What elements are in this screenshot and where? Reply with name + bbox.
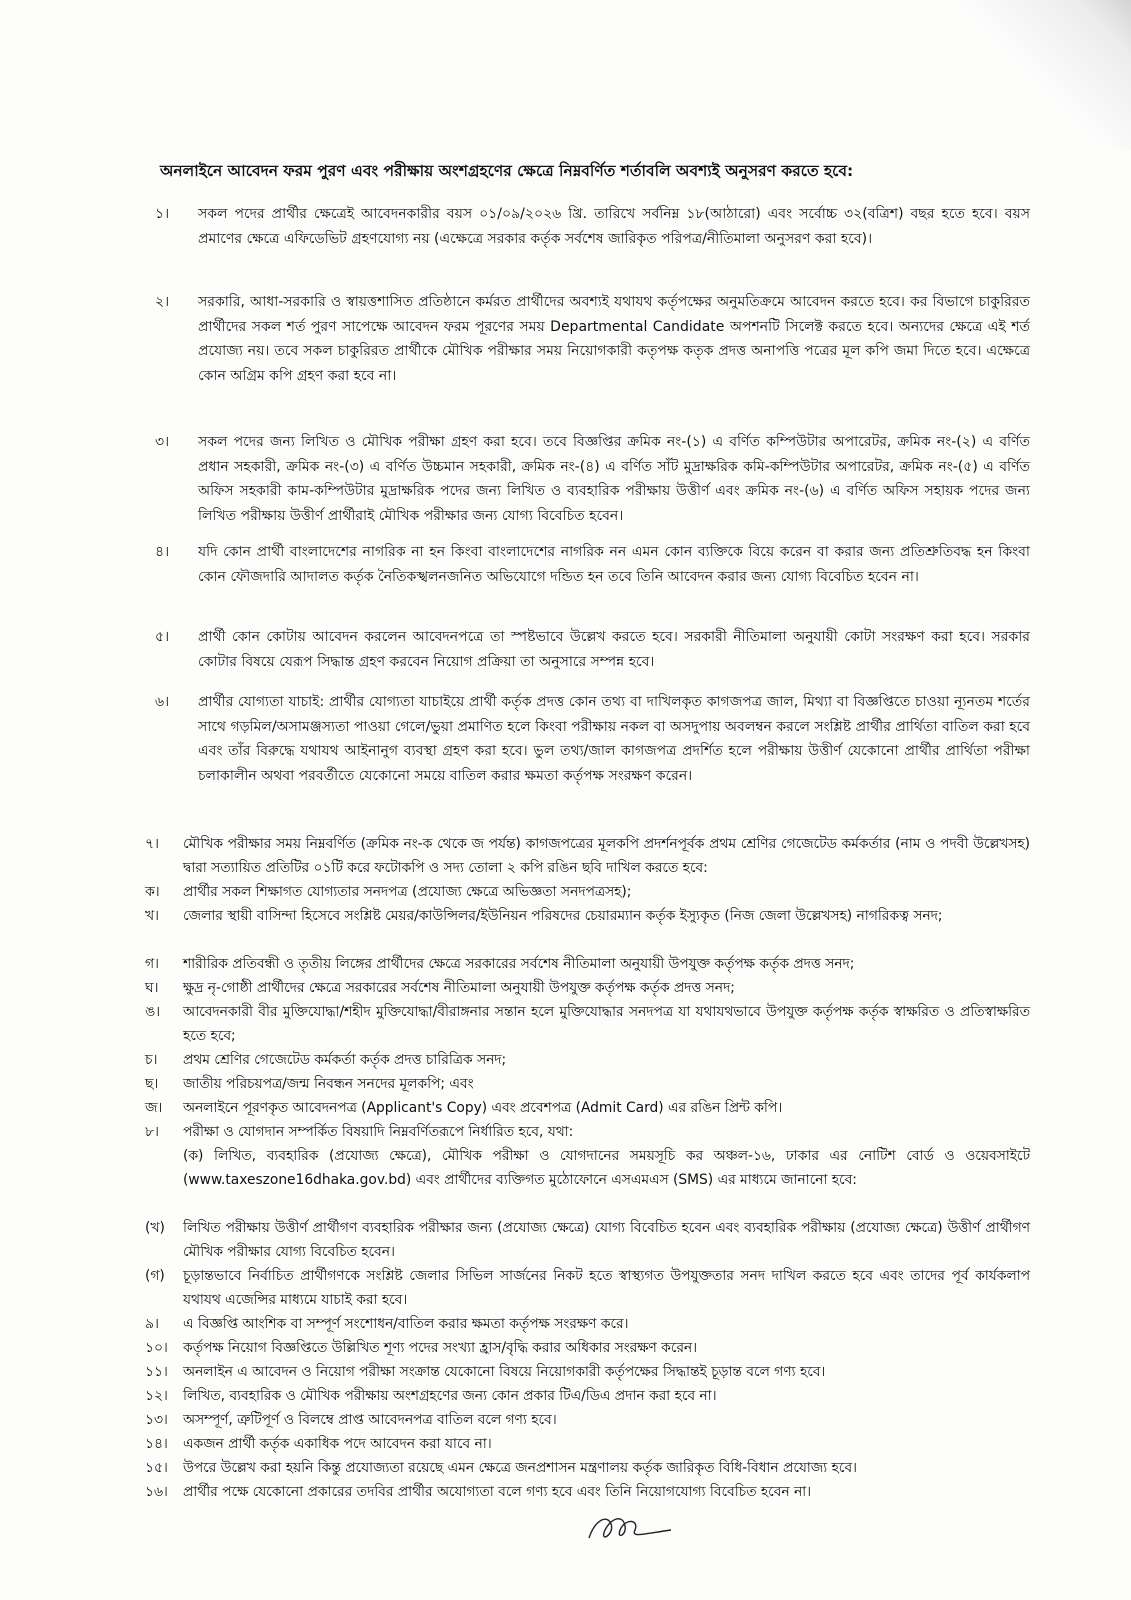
sub-item-ga [145, 952, 1030, 976]
item-text: প্রার্থীর পক্ষে যেকোনো প্রকারের তদবির প্রার্থীর অযোগ্যতা বলে গণ্য হবে এবং তিনি নিয়োগযোগ্য বিবেচিত হবেন না। [183, 1484, 812, 1500]
item-text: কর্তৃপক্ষ নিয়োগ বিজ্ঞপ্তিতে উল্লিখিত শূণ্য পদের সংখ্যা হ্রাস/বৃদ্ধি করার অধিকার সংরক্ষণ করেন। [183, 1340, 698, 1356]
sub-item-number: চ। [145, 1052, 158, 1068]
item-8-sub-ga [145, 1264, 1030, 1312]
sub-item-text: (ক) লিখিত, ব্যবহারিক (প্রযোজ্য ক্ষেত্রে), মৌখিক পরীক্ষা ও যোগদানের সময়সূচি কর অঞ্চল-১৬, ঢাকার এর নোটিশ বোর্ড ও ওয়েবসাইটে (www.taxeszone16dhaka.gov.bd) এবং প্রার্থীদের ব্যক্তিগত মুঠোফোনে এসএমএস (SMS) এর মাধ্যমে জানানো হবে: [183, 1148, 1030, 1188]
item-3 [155, 430, 1030, 528]
sub-item-number: জ। [145, 1100, 163, 1116]
sub-item-text: জেলার স্থায়ী বাসিন্দা হিসেবে সংশ্লিষ্ট মেয়র/কাউন্সিলর/ইউনিয়ন পরিষদের চেয়ারম্যান কর্তৃক ইস্যুকৃত (নিজ জেলা উল্লেখসহ) নাগরিকত্ব সনদ; [183, 908, 943, 924]
item-number: ২। [155, 294, 170, 310]
item-text: অনলাইন এ আবেদন ও নিয়োগ পরীক্ষা সংক্রান্ত যেকোনো বিষয়ে নিয়োগকারী কর্তৃপক্ষের সিদ্ধান্তই চূড়ান্ত বলে গণ্য হবে। [183, 1364, 826, 1380]
item-text: উপরে উল্লেখ করা হয়নি কিন্তু প্রযোজ্যতা রয়েছে এমন ক্ষেত্রে জনপ্রশাসন মন্ত্রণালয় কর্তৃক জারিকৃত বিধি-বিধান প্রযোজ্য হবে। [183, 1460, 857, 1476]
sub-item-number: ছ। [145, 1076, 159, 1092]
item-15 [145, 1456, 1030, 1480]
item-6 [155, 690, 1030, 788]
item-number: ১৪। [145, 1436, 168, 1452]
item-8-sub-ka [183, 1144, 1030, 1192]
item-text: সকল পদের প্রার্থীর ক্ষেত্রেই আবেদনকারীর বয়স ০১/০৯/২০২৬ খ্রি. তারিখে সর্বনিম্ন ১৮(আঠারো) এবং সর্বোচ্চ ৩২(বত্রিশ) বছর হতে হবে। বয়স প্রমাণের ক্ষেত্রে এফিডেভিট গ্রহণযোগ্য নয় (এক্ষেত্রে সরকার কর্তৃক সর্বশেষ জারিকৃত পরিপত্র/নীতিমালা অনুসরণ করা হবে)। [198, 206, 1030, 247]
sub-item-gha [145, 976, 1030, 1000]
sub-item-kha [145, 904, 1030, 928]
sub-item-chha [145, 1072, 1030, 1096]
item-number: ১৬। [145, 1484, 168, 1500]
sub-item-cha [145, 1048, 1030, 1072]
item-12 [145, 1384, 1030, 1408]
item-text: যদি কোন প্রার্থী বাংলাদেশের নাগরিক না হন কিংবা বাংলাদেশের নাগরিক নন এমন কোন ব্যক্তিকে বিয়ে করেন বা করার জন্য প্রতিশ্রুতিবদ্ধ হন কিংবা কোন ফৌজদারি আদালত কর্তৃক নৈতিকস্খলনজনিত অভিযোগে দন্ডিত হন তবে তিনি আবেদন করার জন্য যোগ্য বিবেচিত হবেন না। [198, 544, 1030, 585]
item-text: সকল পদের জন্য লিখিত ও মৌখিক পরীক্ষা গ্রহণ করা হবে। তবে বিজ্ঞপ্তির ক্রমিক নং-(১) এ বর্ণিত কম্পিউটার অপারেটর, ক্রমিক নং-(২) এ বর্ণিত প্রধান সহকারী, ক্রমিক নং-(৩) এ বর্ণিত উচ্চমান সহকারী, ক্রমিক নং-(৪) এ বর্ণিত সাঁট মুদ্রাক্ষরিক কমি-কম্পিউটার অপারেটর, ক্রমিক নং-(৫) এ বর্ণিত অফিস সহকারী কাম-কম্পিউটার মুদ্রাক্ষরিক পদের জন্য লিখিত ও ব্যবহারিক পরীক্ষায় উত্তীর্ণ এবং ক্রমিক নং-(৬) এ বর্ণিত অফিস সহায়ক পদের জন্য লিখিত পরীক্ষায় উত্তীর্ণ প্রার্থীরাই মৌখিক পরীক্ষার জন্য যোগ্য বিবেচিত হবেন। [198, 434, 1030, 524]
item-number: ১৫। [145, 1460, 168, 1476]
item-7 [145, 832, 1030, 880]
item-text: পরীক্ষা ও যোগদান সম্পর্কিত বিষয়াদি নিম্নবর্ণিতরূপে নির্ধারিত হবে, যথা: [183, 1124, 574, 1140]
sub-item-text: লিখিত পরীক্ষায় উত্তীর্ণ প্রার্থীগণ ব্যবহারিক পরীক্ষার জন্য (প্রযোজ্য ক্ষেত্রে) যোগ্য বিবেচিত হবেন এবং ব্যবহারিক পরীক্ষায় (প্রযোজ্য ক্ষেত্রে) উত্তীর্ণ প্রার্থীগণ মৌখিক পরীক্ষার যোগ্য বিবেচিত হবেন। [183, 1220, 1030, 1260]
item-number: ১২। [145, 1388, 168, 1404]
sub-item-text: চূড়ান্তভাবে নির্বাচিত প্রার্থীগণকে সংশ্লিষ্ট জেলার সিভিল সার্জনের নিকট হতে স্বাস্থ্যগত উপযুক্ততার সনদ দাখিল করতে হবে এবং তাদের পূর্ব কার্যকলাপ যথাযথ এজেন্সির মাধ্যমে যাচাই করা হবে। [183, 1268, 1030, 1308]
sub-item-text: ক্ষুদ্র নৃ-গোষ্ঠী প্রার্থীদের ক্ষেত্রে সরকারের সর্বশেষ নীতিমালা অনুযায়ী উপযুক্ত কর্তৃপক্ষ কর্তৃক প্রদত্ত সনদ; [183, 980, 735, 996]
item-11 [145, 1360, 1030, 1384]
sub-item-ja [145, 1096, 1030, 1120]
signature [585, 1500, 675, 1550]
item-number: ১১। [145, 1364, 168, 1380]
sub-item-number: গ। [145, 956, 159, 972]
item-1 [155, 202, 1030, 251]
sub-item-number: ঙ। [145, 1004, 161, 1020]
sub-item-text: আবেদনকারী বীর মুক্তিযোদ্ধা/শহীদ মুক্তিযোদ্ধা/বীরাঙ্গনার সন্তান হলে মুক্তিযোদ্ধার সনদপত্র যা যথাযথভাবে উপযুক্ত কর্তৃপক্ষ কর্তৃক স্বাক্ষরিত ও প্রতিস্বাক্ষরিত হতে হবে; [183, 1004, 1030, 1044]
item-number: ১০। [145, 1340, 168, 1356]
item-text: প্রার্থী কোন কোটায় আবেদন করলেন আবেদনপত্রে তা স্পষ্টভাবে উল্লেখ করতে হবে। সরকারী নীতিমালা অনুযায়ী কোটা সংরক্ষণ করা হবে। সরকার কোটার বিষয়ে যেরূপ সিদ্ধান্ত গ্রহণ করবেন নিয়োগ প্রক্রিয়া তা অনুসারে সম্পন্ন হবে। [198, 629, 1030, 670]
item-number: ৯। [145, 1316, 159, 1332]
item-text: সরকারি, আধা-সরকারি ও স্বায়ত্তশাসিত প্রতিষ্ঠানে কর্মরত প্রার্থীদের অবশ্যই যথাযথ কর্তৃপক্ষের অনুমতিক্রমে আবেদন করতে হবে। কর বিভাগে চাকুরিরত প্রার্থীদের সকল শর্ত পুরণ সাপেক্ষে আবেদন ফরম পূরণের সময় Departmental Candidate অপশনটি সিলেক্ট করতে হবে। অন্যদের ক্ষেত্রে এই শর্ত প্রযোজ্য নয়। তবে সকল চাকুরিরত প্রার্থীকে মৌখিক পরীক্ষার সময় নিয়োগকারী কতৃপক্ষ কতৃক প্রদত্ত অনাপত্তি পত্রের মূল কপি জমা দিতে হবে। এক্ষেত্রে কোন অগ্রিম কপি গ্রহণ করা হবে না। [198, 294, 1030, 384]
item-text: লিখিত, ব্যবহারিক ও মৌখিক পরীক্ষায় অংশগ্রহণের জন্য কোন প্রকার টিএ/ডিএ প্রদান করা হবে না। [183, 1388, 717, 1404]
item-number: ৬। [155, 694, 170, 710]
item-text: একজন প্রার্থী কর্তৃক একাধিক পদে আবেদন করা যাবে না। [183, 1436, 492, 1452]
scan-shadow [961, 0, 1131, 150]
item-number: ৫। [155, 629, 170, 645]
item-13 [145, 1408, 1030, 1432]
item-9 [145, 1312, 1030, 1336]
item-2 [155, 290, 1030, 388]
sub-item-text: জাতীয় পরিচয়পত্র/জন্ম নিবন্ধন সনদের মূলকপি; এবং [183, 1076, 474, 1092]
sub-item-text: অনলাইনে পূরণকৃত আবেদনপত্র (Applicant's Copy) এবং প্রবেশপত্র (Admit Card) এর রঙিন প্রিন্ট কপি। [183, 1100, 783, 1116]
sub-item-number: (খ) [145, 1220, 165, 1236]
sub-item-ka [145, 880, 1030, 904]
item-5 [155, 625, 1030, 674]
item-8 [145, 1120, 1030, 1144]
page-heading: অনলাইনে আবেদন ফরম পুরণ এবং পরীক্ষায় অংশগ্রহণের ক্ষেত্রে নিম্নবর্ণিত শর্তাবলি অবশ্যই অনুসরণ করতে হবে: [160, 162, 854, 180]
item-8-sub-kha [145, 1216, 1030, 1264]
item-text: অসম্পূর্ণ, ত্রুটিপূর্ণ ও বিলম্বে প্রাপ্ত আবেদনপত্র বাতিল বলে গণ্য হবে। [183, 1412, 557, 1428]
item-number: ৩। [155, 434, 170, 450]
item-14 [145, 1432, 1030, 1456]
sub-item-number: ঘ। [145, 980, 159, 996]
sub-item-number: ক। [145, 884, 160, 900]
item-number: ৮। [145, 1124, 159, 1140]
item-text: প্রার্থীর যোগ্যতা যাচাই: প্রার্থীর যোগ্যতা যাচাইয়ে প্রার্থী কর্তৃক প্রদত্ত কোন তথ্য বা দাখিলকৃত কাগজপত্র জাল, মিথ্যা বা বিজ্ঞপ্তিতে চাওয়া ন্যূনতম শর্তের সাথে গড়মিল/অসামঞ্জস্যতা পাওয়া গেলে/ভুয়া প্রমাণিত হলে কিংবা পরীক্ষায় নকল বা অসদুপায় অবলম্বন করলে সংশ্লিষ্ট প্রার্থীর প্রার্থিতা বাতিল করা হবে এবং তাঁর বিরুদ্ধে যথাযথ আইনানুগ ব্যবস্থা গ্রহণ করা হবে। ভুল তথ্য/জাল কাগজপত্র প্রদর্শিত হলে পরীক্ষায় উত্তীর্ণ যেকোনো প্রার্থীর প্রার্থিতা পরীক্ষা চলাকালীন অথবা পরবর্তীতে যেকোনো সময়ে বাতিল করার ক্ষমতা কর্তৃপক্ষ সংরক্ষণ করেন। [198, 694, 1030, 784]
item-number: ৭। [145, 836, 159, 852]
sub-item-number: খ। [145, 908, 159, 924]
sub-item-number: (গ) [145, 1268, 165, 1284]
item-number: ১। [155, 206, 170, 222]
item-text: মৌখিক পরীক্ষার সময় নিম্নবর্ণিত (ক্রমিক নং-ক থেকে জ পর্যন্ত) কাগজপত্রের মূলকপি প্রদর্শনপূর্বক প্রথম শ্রেণির গেজেটেড কর্মকর্তার (নাম ও পদবী উল্লেখসহ) দ্বারা সত্যায়িত প্রতিটির ০১টি করে ফটোকপি ও সদ্য তোলা ২ কপি রঙিন ছবি দাখিল করতে হবে: [183, 836, 1030, 876]
sub-item-umo [145, 1000, 1030, 1048]
item-text: এ বিজ্ঞপ্তি আংশিক বা সম্পূর্ণ সংশোধন/বাতিল করার ক্ষমতা কর্তৃপক্ষ সংরক্ষণ করে। [183, 1316, 629, 1332]
sub-item-text: প্রথম শ্রেণির গেজেটেড কর্মকর্তা কর্তৃক প্রদত্ত চারিত্রিক সনদ; [183, 1052, 507, 1068]
item-10 [145, 1336, 1030, 1360]
sub-item-text: শারীরিক প্রতিবন্ধী ও তৃতীয় লিঙ্গের প্রার্থীদের ক্ষেত্রে সরকারের সর্বশেষ নীতিমালা অনুযায়ী উপযুক্ত কর্তৃপক্ষ কর্তৃক প্রদত্ত সনদ; [183, 956, 855, 972]
sub-item-text: প্রার্থীর সকল শিক্ষাগত যোগ্যতার সনদপত্র (প্রযোজ্য ক্ষেত্রে অভিজ্ঞতা সনদপত্রসহ); [183, 884, 632, 900]
item-number: ৪। [155, 544, 170, 560]
item-number: ১৩। [145, 1412, 168, 1428]
item-4 [155, 540, 1030, 589]
